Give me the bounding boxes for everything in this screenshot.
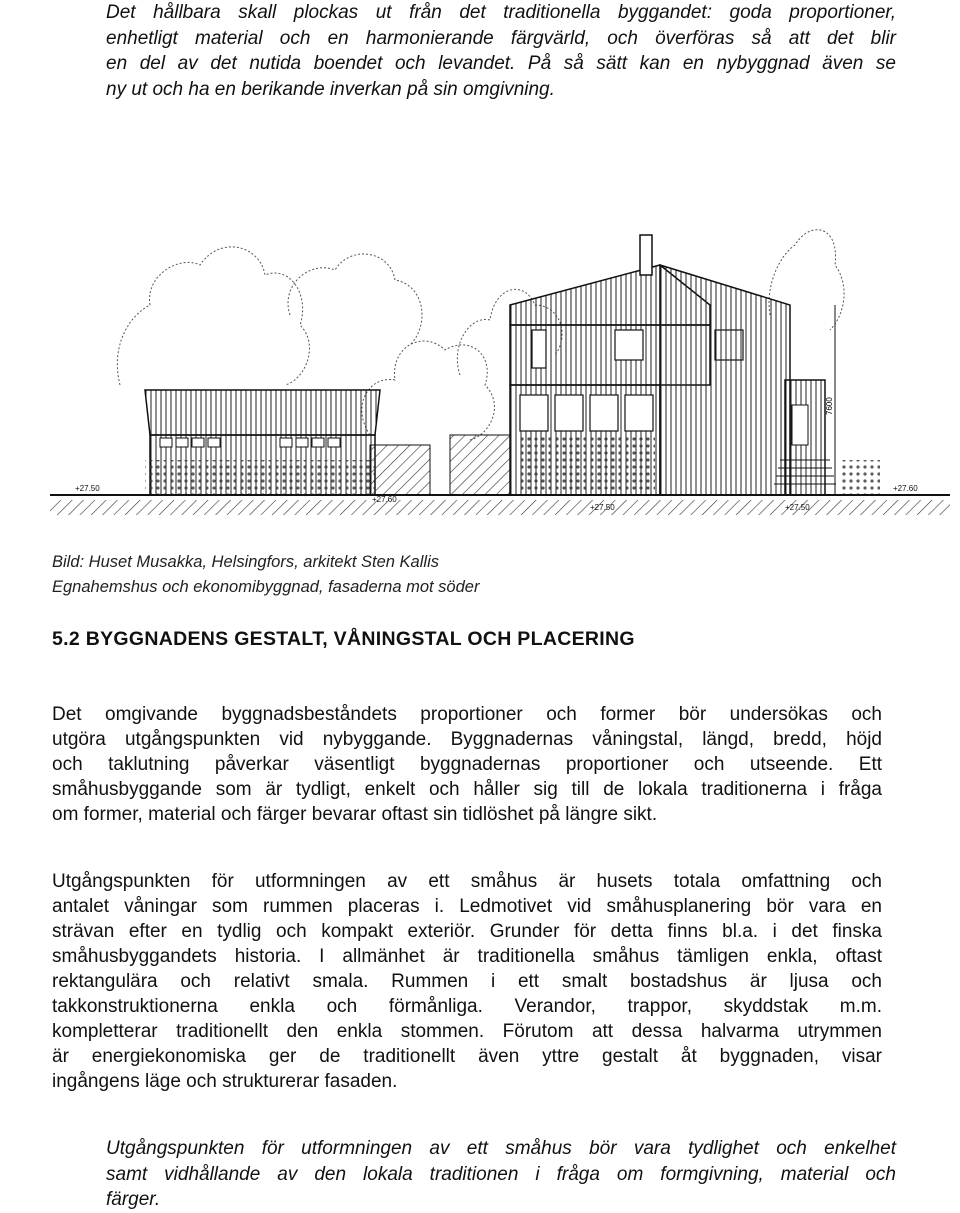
main-house xyxy=(510,235,880,495)
caption-line: Bild: Huset Musakka, Helsingfors, arkitekt Sten Kallis xyxy=(52,553,439,571)
caption-line: Egnahemshus och ekonomibyggnad, fasaderna mot söder xyxy=(52,578,480,596)
para-line: om former, material och färger bevarar oftast sin tidlöshet på längre sikt. xyxy=(52,804,658,825)
intro-paragraph xyxy=(106,0,896,102)
level-mark: +27.50 xyxy=(785,503,810,512)
intro-line: Det hållbara skall plockas ut från det traditionella byggandet: goda proportioner, xyxy=(106,2,896,23)
para-line: kompletterar traditionellt den enkla stommen. Förutom att dessa halvarma utrymmen xyxy=(52,1021,882,1042)
closing-line: Utgångspunkten för utformningen av ett småhus bör vara tydlighet och enkelhet xyxy=(106,1138,896,1159)
facade-drawing xyxy=(50,205,950,535)
intro-line: en del av det nutida boendet och levandet. På så sätt kan en nybyggnad även se xyxy=(106,53,896,74)
para-line: rektangulära och relativt smala. Rummen i ett smalt bostadshus är ljusa och xyxy=(52,971,882,992)
intro-line: ny ut och ha en berikande inverkan på sin omgivning. xyxy=(106,78,555,100)
level-mark: +27.50 xyxy=(75,484,100,493)
outbuilding xyxy=(145,390,380,495)
para-line: utgöra utgångspunkten vid nybyggande. Byggnadernas våningstal, längd, bredd, höjd xyxy=(52,729,882,750)
level-mark: +27.60 xyxy=(372,495,397,504)
intro-line: enhetligt material och en harmonierande färgvärld, och överföras så att det blir xyxy=(106,27,896,49)
para-line: småhusbyggande som är tydligt, enkelt och håller sig till de lokala traditionerna i fråga xyxy=(52,779,882,800)
level-mark: +27.60 xyxy=(893,484,918,493)
body-paragraph xyxy=(52,869,882,1094)
para-line: småhusbyggandets historia. I allmänhet är traditionella småhus tämligen enkla, oftast xyxy=(52,946,882,967)
closing-line: färger. xyxy=(106,1189,161,1210)
para-line: antalet våningar som rummen placeras i. Ledmotivet vid småhusplanering bör vara en xyxy=(52,896,882,917)
closing-paragraph xyxy=(106,1136,896,1213)
para-line: är energiekonomiska ger de traditionellt även yttre gestalt åt byggnaden, visar xyxy=(52,1046,882,1067)
level-mark: +27.50 xyxy=(590,503,615,512)
para-line: Det omgivande byggnadsbeståndets proportioner och former bör undersökas och xyxy=(52,704,882,725)
para-line: strävan efter en tydlig och kompakt exteriör. Grunder för detta finns bl.a. i det finska xyxy=(52,921,882,942)
para-line: Utgångspunkten för utformningen av ett småhus är husets totala omfattning och xyxy=(52,871,882,892)
para-line: ingångens läge och strukturerar fasaden. xyxy=(52,1071,398,1092)
section-heading: 5.2 BYGGNADENS GESTALT, VÅNINGSTAL OCH PLACERING xyxy=(52,628,635,650)
para-line: takkonstruktionerna enkla och förmånliga. Verandor, trappor, skyddstak m.m. xyxy=(52,996,882,1017)
vertical-dimension: 7600 xyxy=(825,397,834,415)
figure-caption xyxy=(52,550,752,600)
closing-line: samt vidhållande av den lokala traditionen i fråga om formgivning, material och xyxy=(106,1163,896,1185)
para-line: och taklutning påverkar väsentligt byggnadernas proportioner och utseende. Ett xyxy=(52,754,882,775)
body-paragraph xyxy=(52,702,882,827)
